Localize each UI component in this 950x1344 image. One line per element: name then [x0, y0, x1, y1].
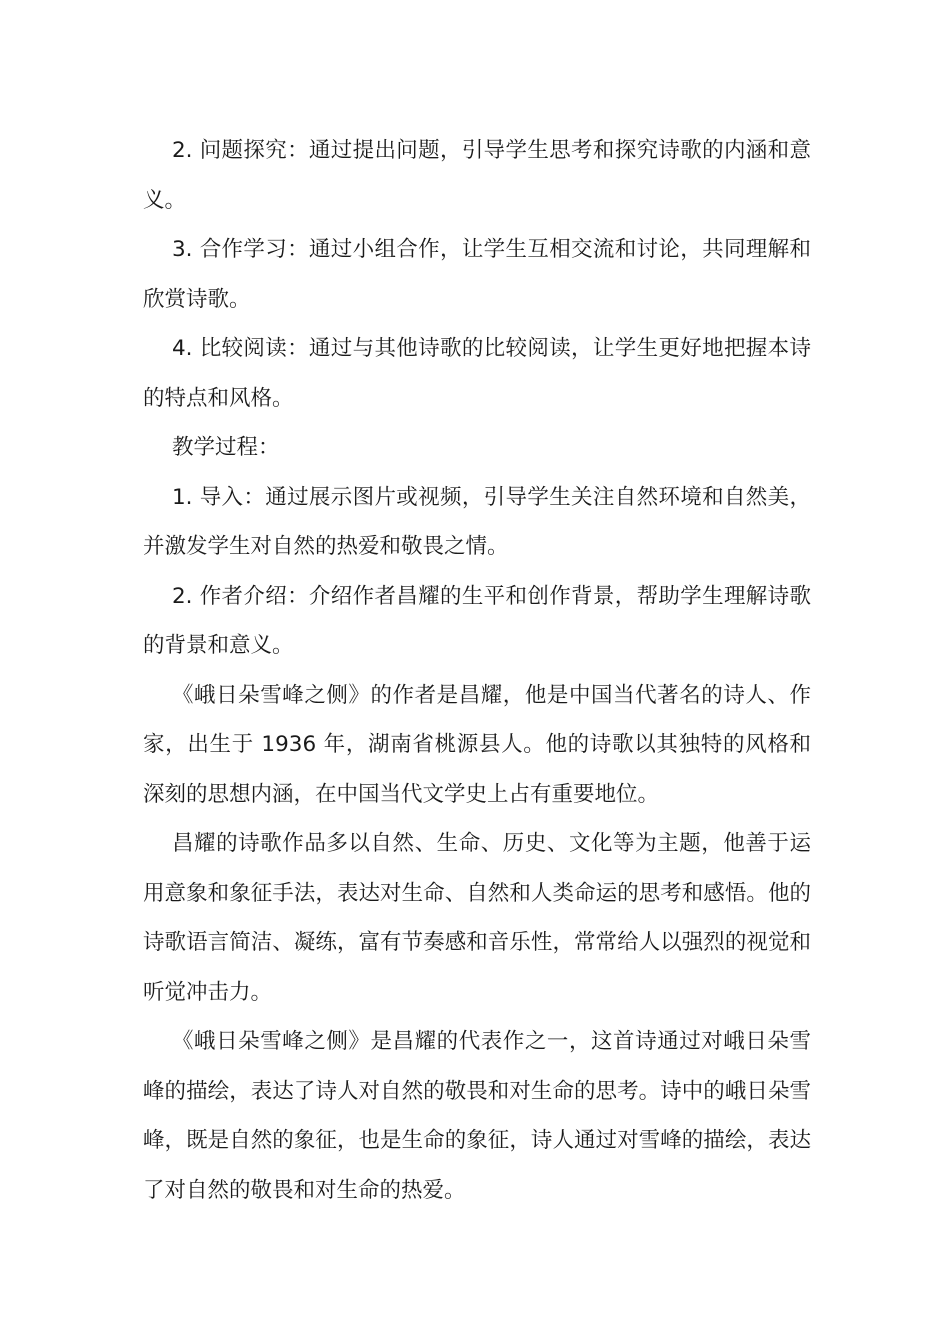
paragraph-step-author-intro: 2. 作者介绍：介绍作者昌耀的生平和创作背景，帮助学生理解诗歌的背景和意义。 [143, 583, 811, 658]
paragraph-method-cooperation: 3. 合作学习：通过小组合作，让学生互相交流和讨论，共同理解和欣赏诗歌。 [143, 237, 811, 312]
paragraph-poem-analysis: 《峨日朵雪峰之侧》是昌耀的代表作之一，这首诗通过对峨日朵雪峰的描绘，表达了诗人对自然的敬畏和对生命的思考。诗中的峨日朵雪峰，既是自然的象征，也是生命的象征，诗人通过对雪峰的描绘，表达了对自然的敬畏和对生命的热爱。 [143, 1029, 811, 1203]
document-body [143, 126, 811, 1215]
paragraph-method-comparison: 4. 比较阅读：通过与其他诗歌的比较阅读，让学生更好地把握本诗的特点和风格。 [143, 336, 811, 411]
paragraph-step-introduction: 1. 导入：通过展示图片或视频，引导学生关注自然环境和自然美，并激发学生对自然的热爱和敬畏之情。 [143, 484, 811, 559]
paragraph-author-bio: 《峨日朵雪峰之侧》的作者是昌耀，他是中国当代著名的诗人、作家，出生于 1936 年，湖南省桃源县人。他的诗歌以其独特的风格和深刻的思想内涵，在中国当代文学史上占有重要地位。 [143, 682, 811, 807]
section-heading-teaching-process: 教学过程： [172, 435, 280, 460]
paragraph-method-inquiry: 2. 问题探究：通过提出问题，引导学生思考和探究诗歌的内涵和意义。 [143, 138, 811, 213]
paragraph-author-style: 昌耀的诗歌作品多以自然、生命、历史、文化等为主题，他善于运用意象和象征手法，表达对生命、自然和人类命运的思考和感悟。他的诗歌语言简洁、凝练，富有节奏感和音乐性，常常给人以强烈的视觉和听觉冲击力。 [143, 831, 811, 1005]
